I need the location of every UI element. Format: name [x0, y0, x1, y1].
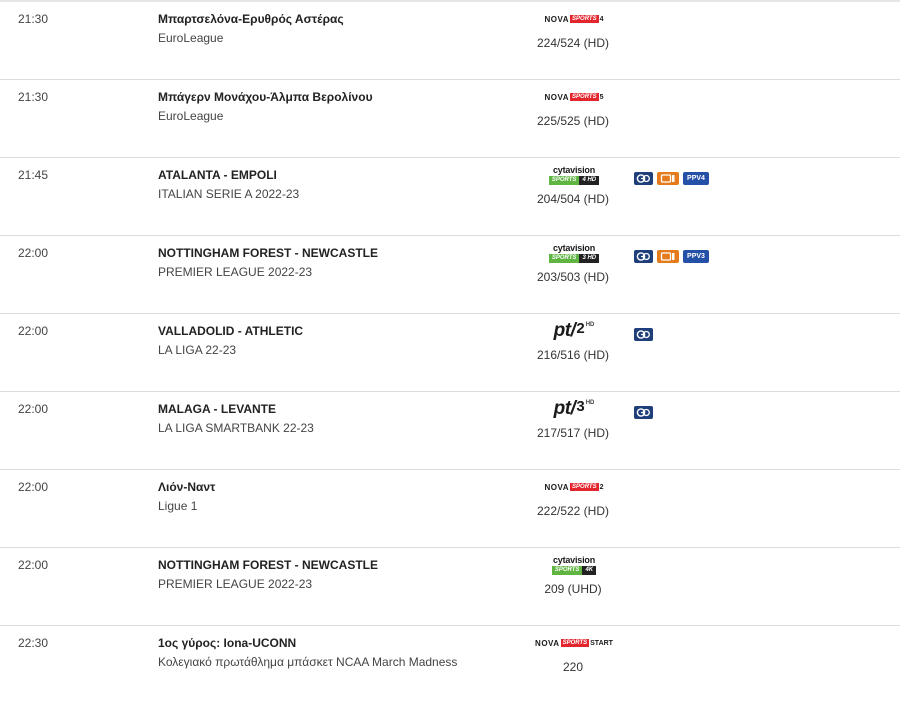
- nova-channel-number: START: [590, 639, 613, 647]
- tv-box-icon: [657, 172, 679, 185]
- event-competition: PREMIER LEAGUE 2022-23: [158, 577, 313, 591]
- tv-box-icon: [657, 250, 679, 263]
- schedule-row: [0, 392, 900, 470]
- event-competition: LA LIGA 22-23: [158, 343, 237, 357]
- schedule-row: [0, 2, 900, 80]
- pt-channel-logo: [554, 398, 595, 420]
- event-competition: ITALIAN SERIE A 2022-23: [158, 187, 300, 201]
- cytavision-channel-tag: 3 HD: [579, 254, 599, 263]
- nova-wordmark: NOVA: [544, 92, 570, 102]
- nova-sports-tag: SPORTS: [572, 94, 597, 100]
- schedule-row: [0, 470, 900, 548]
- nova-sports-tag: SPORTS: [572, 16, 597, 22]
- event-title: Μπάγερν Μονάχου-Άλμπα Βερολίνου: [158, 90, 373, 104]
- cytavision-logo: [552, 556, 596, 575]
- schedule-row: [0, 158, 900, 236]
- nova-wordmark: NOVA: [544, 482, 570, 492]
- channel-number: 209 (UHD): [544, 582, 602, 596]
- ppv-badge: PPV3: [683, 250, 709, 263]
- event-competition: Κολεγιακό πρωτάθλημα μπάσκετ NCAA March Madness: [158, 655, 458, 669]
- availability-badges: [634, 172, 709, 185]
- nova-sports-tag: SPORTS: [562, 640, 588, 646]
- pt-channel-number: 2: [576, 320, 585, 337]
- channel-logo: [528, 240, 620, 266]
- cytavision-sports-tag: SPORTS: [552, 566, 583, 575]
- nova-sports-tag: SPORTS: [572, 484, 597, 490]
- nova-sports-logo: [545, 483, 604, 492]
- channel-number: 222/522 (HD): [536, 504, 610, 518]
- go-icon: [634, 328, 653, 341]
- channel-logo: [528, 318, 620, 344]
- cytavision-sub-tag: [552, 566, 596, 575]
- nova-channel-number: 2: [599, 483, 604, 491]
- nova-sports-logo: [545, 93, 604, 102]
- cytavision-wordmark: cytavision: [552, 554, 595, 565]
- cytavision-wordmark: cytavision: [552, 164, 595, 175]
- schedule-row: [0, 626, 900, 704]
- pt-hd-tag: HD: [585, 400, 595, 406]
- event-time: 21:30: [18, 90, 49, 104]
- event-competition: EuroLeague: [158, 31, 224, 45]
- nova-channel-number: 4: [599, 15, 604, 23]
- channel-number: 217/517 (HD): [536, 426, 610, 440]
- event-time: 21:30: [18, 12, 49, 26]
- channel-number: 203/503 (HD): [536, 270, 610, 284]
- go-icon: [634, 250, 653, 263]
- nova-channel-number: 5: [599, 93, 604, 101]
- event-title: Λιόν-Ναντ: [158, 480, 216, 494]
- channel-logo: [528, 630, 620, 656]
- availability-badges: [634, 406, 653, 419]
- cytavision-sub-tag: [549, 176, 599, 185]
- cytavision-sports-tag: SPORTS: [549, 176, 580, 185]
- channel-logo: [528, 552, 620, 578]
- channel-logo: [528, 474, 620, 500]
- ppv-badge: PPV4: [683, 172, 709, 185]
- channel-logo: [528, 6, 620, 32]
- nova-wordmark: NOVA: [535, 638, 560, 648]
- channel-number: 216/516 (HD): [536, 348, 610, 362]
- schedule-row: [0, 314, 900, 392]
- event-title: NOTTINGHAM FOREST - NEWCASTLE: [158, 558, 378, 572]
- cytavision-sports-tag: SPORTS: [549, 254, 580, 263]
- event-title: MALAGA - LEVANTE: [158, 402, 276, 416]
- event-competition: PREMIER LEAGUE 2022-23: [158, 265, 313, 279]
- pt-channel-logo: [554, 320, 595, 342]
- schedule-row: [0, 80, 900, 158]
- schedule-row: [0, 236, 900, 314]
- event-time: 22:00: [18, 480, 49, 494]
- event-competition: EuroLeague: [158, 109, 224, 123]
- channel-number: 224/524 (HD): [536, 36, 610, 50]
- event-competition: Ligue 1: [158, 499, 198, 513]
- event-time: 22:30: [18, 636, 49, 650]
- event-time: 22:00: [18, 324, 49, 338]
- cytavision-sub-tag: [549, 254, 599, 263]
- event-title: 1ος γύρος: Iona-UCONN: [158, 636, 297, 650]
- event-competition: LA LIGA SMARTBANK 22-23: [158, 421, 314, 435]
- nova-wordmark: NOVA: [544, 14, 570, 24]
- go-icon: [634, 172, 653, 185]
- go-icon: [634, 406, 653, 419]
- event-title: Μπαρτσελόνα-Ερυθρός Αστέρας: [158, 12, 344, 26]
- channel-logo: [528, 162, 620, 188]
- cytavision-logo: [549, 166, 599, 185]
- pt-hd-tag: HD: [585, 322, 595, 328]
- tv-schedule-list: [0, 2, 900, 704]
- event-time: 22:00: [18, 246, 49, 260]
- channel-number: 204/504 (HD): [536, 192, 610, 206]
- event-time: 22:00: [18, 402, 49, 416]
- channel-number: 220: [562, 660, 584, 674]
- event-title: ATALANTA - EMPOLI: [158, 168, 277, 182]
- channel-number: 225/525 (HD): [536, 114, 610, 128]
- channel-logo: [528, 84, 620, 110]
- pt-wordmark: pt/: [553, 320, 576, 341]
- event-title: VALLADOLID - ATHLETIC: [158, 324, 304, 338]
- availability-badges: [634, 250, 709, 263]
- event-time: 22:00: [18, 558, 49, 572]
- pt-wordmark: pt/: [553, 398, 576, 419]
- availability-badges: [634, 328, 653, 341]
- event-title: NOTTINGHAM FOREST - NEWCASTLE: [158, 246, 378, 260]
- channel-logo: [528, 396, 620, 422]
- nova-sports-logo: [545, 15, 604, 24]
- cytavision-channel-tag: 4K: [582, 566, 596, 575]
- cytavision-channel-tag: 4 HD: [579, 176, 599, 185]
- cytavision-wordmark: cytavision: [552, 242, 595, 253]
- cytavision-logo: [549, 244, 599, 263]
- event-time: 21:45: [18, 168, 49, 182]
- nova-sports-logo: [535, 639, 613, 648]
- pt-channel-number: 3: [576, 398, 585, 415]
- schedule-row: [0, 548, 900, 626]
